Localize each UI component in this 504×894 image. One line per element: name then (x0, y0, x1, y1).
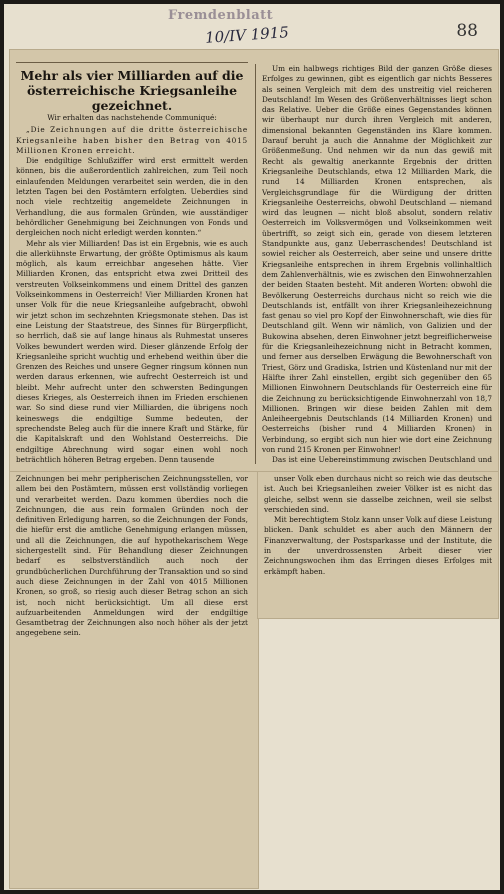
paragraph-continued: Zeichnungen bei mehr peripherischen Zeichnungsstellen, vor allem bei den Postämtern, müssen erst vollständig vorliegen und verarbeitet werden. Dazu kommen überdies noch die Zeichnungen, die aus rein formalen Gründen noch der definitiven Erledigung harren, so die Zeichnungen der Fonds, die hiefür erst die amtliche Genehmigung erlangen müssen, und all die Zeichnungen, die auf hypothekarischem Wege sichergestellt sind. Für Behandlung dieser Zeichnungen bedarf es selbstverständlich auch noch der grundbücherlichen Durchführung der Transaktion und so sind auch diese Zeichnungen in der Zahl von 4015 Millionen Kronen, so groß, so riesig auch dieser Betrag schon an sich ist, noch nicht berücksichtigt. Um all diese erst aufzuarbeitenden Anmeldungen wird der endgiltige Gesamtbetrag der Zeichnungen also noch höher als der jetzt angegebene sein. (16, 474, 248, 638)
article-intro: Wir erhalten das nachstehende Communiqué: (47, 113, 217, 122)
right-column (262, 64, 492, 466)
paragraph: Das ist eine Uebereinstimmung zwischen Deutschland und (272, 455, 492, 465)
handwritten-date: 10/IV 1915 (204, 23, 290, 47)
paragraph: Um ein halbwegs richtiges Bild der ganzen Größe dieses Erfolges zu gewinnen, gibt es eigentlich gar nichts Besseres als seinen Vergleich mit dem des unstreitig viel reicheren Deutschland! Im Wesen des Größenverhältnisses liegt schon das Relative. Ueber die Größe eines Gegenstandes können wir überhaupt nur durch ihren Vergleich mit anderen, dimensional bekannten Gegenständen ins Klare kommen. Darauf beruht ja auch die Annahme der Möglichkeit zur Größenmeßung. Und nehmen wir da nun das gewiß mit Recht als gewaltig anerkannte Ergebnis der dritten Kriegsanleihe Deutschlands, etwa 12 Milliarden Mark, die rund 14 Milliarden Kronen entsprechen, als Vergleichsgrundlage für die Würdigung der dritten Kriegsanleihe Oesterreichs, obwohl Deutschland — niemand wird das leugnen — nicht bloß absolut, sondern relativ Oesterreich im Volksvermögen und Volkseinkommen weit übertrifft, so zeigt sich ein, gerade von diesem letzteren Standpunkte aus, ganz Ueberraschendes! Deutschland ist sowiel reicher als Oesterreich, aber seine und unsere dritte Kriegsanleihe entsprechen in ihrem Ergebnis vollinhaltlich dem Zahlenverhältnis, wie es zwischen den Einwohnerzahlen der beiden Staaten besteht. Mit anderen Worten: obwohl die Bevölkerung Oesterreichs durchaus nicht so reich wie die Deutschlands ist, entfällt von ihrer Kriegsanleihezeichnung fast genau so viel pro Kopf der Einwohnerschaft, wie dies für Deutschland gilt. Wenn wir nämlich, von Galizien und der Bukowina absehen, deren Einwohner jetzt begreiflicherweise für die Kriegsanleihezeichnung nicht in Betracht kommen, und ferner aus derselben Erwägung die Bewohnerschaft von Triest, Görz und Gradiska, Istrien und Küstenland nur mit der Hälfte ihrer Zahl einstellen, ergibt sich gegenüber den 65 Millionen Einwohnern Deutschlands für Oesterreich eine für die Zeichnung zu berücksichtigende Einwohnerzahl von 18,7 Millionen. Bringen wir diese beiden Zahlen mit dem Anleiheergebnis Deutschlands (14 Milliarden Kronen) und Oesterreichs (bisher rund 4 Milliarden Kronen) in Verbindung, so ergibt sich nun hier wie dort eine Zeichnung von rund 215 Kronen per Einwohner! (262, 64, 492, 454)
headline-rule (16, 62, 248, 63)
page-number: 88 (456, 21, 478, 41)
paragraph: Die endgiltige Schlußziffer wird erst ermittelt werden können, bis die außerordentlich zahlreichen, zum Teil noch einlaufenden Meldungen verarbeitet sein werden, die in den letzten Tagen bei den Postämtern erfolgten. Ueberdies sind noch viele rechtzeitig angemeldete Zeichnungen in Verhandlung, die aus formalen Gründen, wie ausständiger behördlicher Genehmigung bei Zeichnungen von Fonds und dergleichen noch nicht erledigt werden konnten.“ (16, 156, 248, 238)
clipping-lower-left (10, 472, 258, 888)
article-headline: Mehr als vier Milliarden auf die österreichische Kriegsanleihe gezeichnet. (20, 68, 244, 113)
left-column-continued (16, 474, 248, 884)
paragraph: Mehr als vier Milliarden! Das ist ein Ergebnis, wie es auch die allerkühnste Erwartung, der größte Optimismus als kaum möglich, als kaum erreichbar angesehen hätte. Vier Milliarden Kronen, das entspricht etwa zwei Dritteil des verstreuten Volkseinkommens und einem Drittel des ganzen Volkseinkommens in Oesterreich! Vier Milliarden Kronen hat unser Volk für die neue Kriegsanleihe aufgebracht, obwohl wir jetzt schon im sechzehnten Kriegsmonate stehen. Das ist eine Leistung der Staatstreue, des Sinnes für Bürgerpflicht, so herrlich, daß sie auf lange hinaus als Ruhmestat unseres Volkes bewundert werden wird. Dieser glänzende Erfolg der Kriegsanleihe spricht wuchtig und erhebend weithin über die Grenzen des Reiches und unsere Gegner ringsum können nun werden daraus erkennen, wie aufrecht Oesterreich ist und bleibt. Mehr aufrecht unter den schwersten Bedingungen dieses Krieges, als Oesterreich ihnen im Frieden erschienen war. So sind diese rund vier Milliarden, die übrigens noch keineswegs die endgiltige Summe bedeuten, der sprechendste Beleg auch für die innere Kraft und Stärke, für die Kapitalskraft und den Wohlstand Oesterreichs. Die endgiltige Abrechnung wird sogar einen wohl noch beträchtlich höheren Betrag ergeben. Denn tausende (16, 238, 248, 464)
paragraph: „Die Zeichnungen auf die dritte österreichische Kriegsanleihe haben bisher den Betrag von 4015 Millionen Kronen erreicht. (16, 125, 248, 155)
left-column (16, 68, 248, 466)
continuation-column (264, 474, 492, 614)
paragraph: Mit berechtigtem Stolz kann unser Volk auf diese Leistung blicken. Dank schuldet es aber auch den Männern der Finanzverwaltung, der Postsparkasse und der Institute, die in der unverdrossensten Arbeit dieser vier Zeichnungswochen ihm das Erringen dieses Erfolges mit erkämpft haben. (264, 515, 492, 576)
newspaper-stamp: Fremdenblatt (168, 8, 274, 23)
archive-page (4, 4, 500, 890)
clipping-main (10, 50, 498, 472)
paragraph: unser Volk eben durchaus nicht so reich wie das deutsche ist. Auch bei Kriegsanleihen zweier Völker ist es nicht das gleiche, selbst wenn sie dasselbe zeichnen, weil sie selbst verschieden sind. (264, 474, 492, 514)
column-divider (255, 64, 256, 464)
clipping-continuation (258, 472, 498, 618)
